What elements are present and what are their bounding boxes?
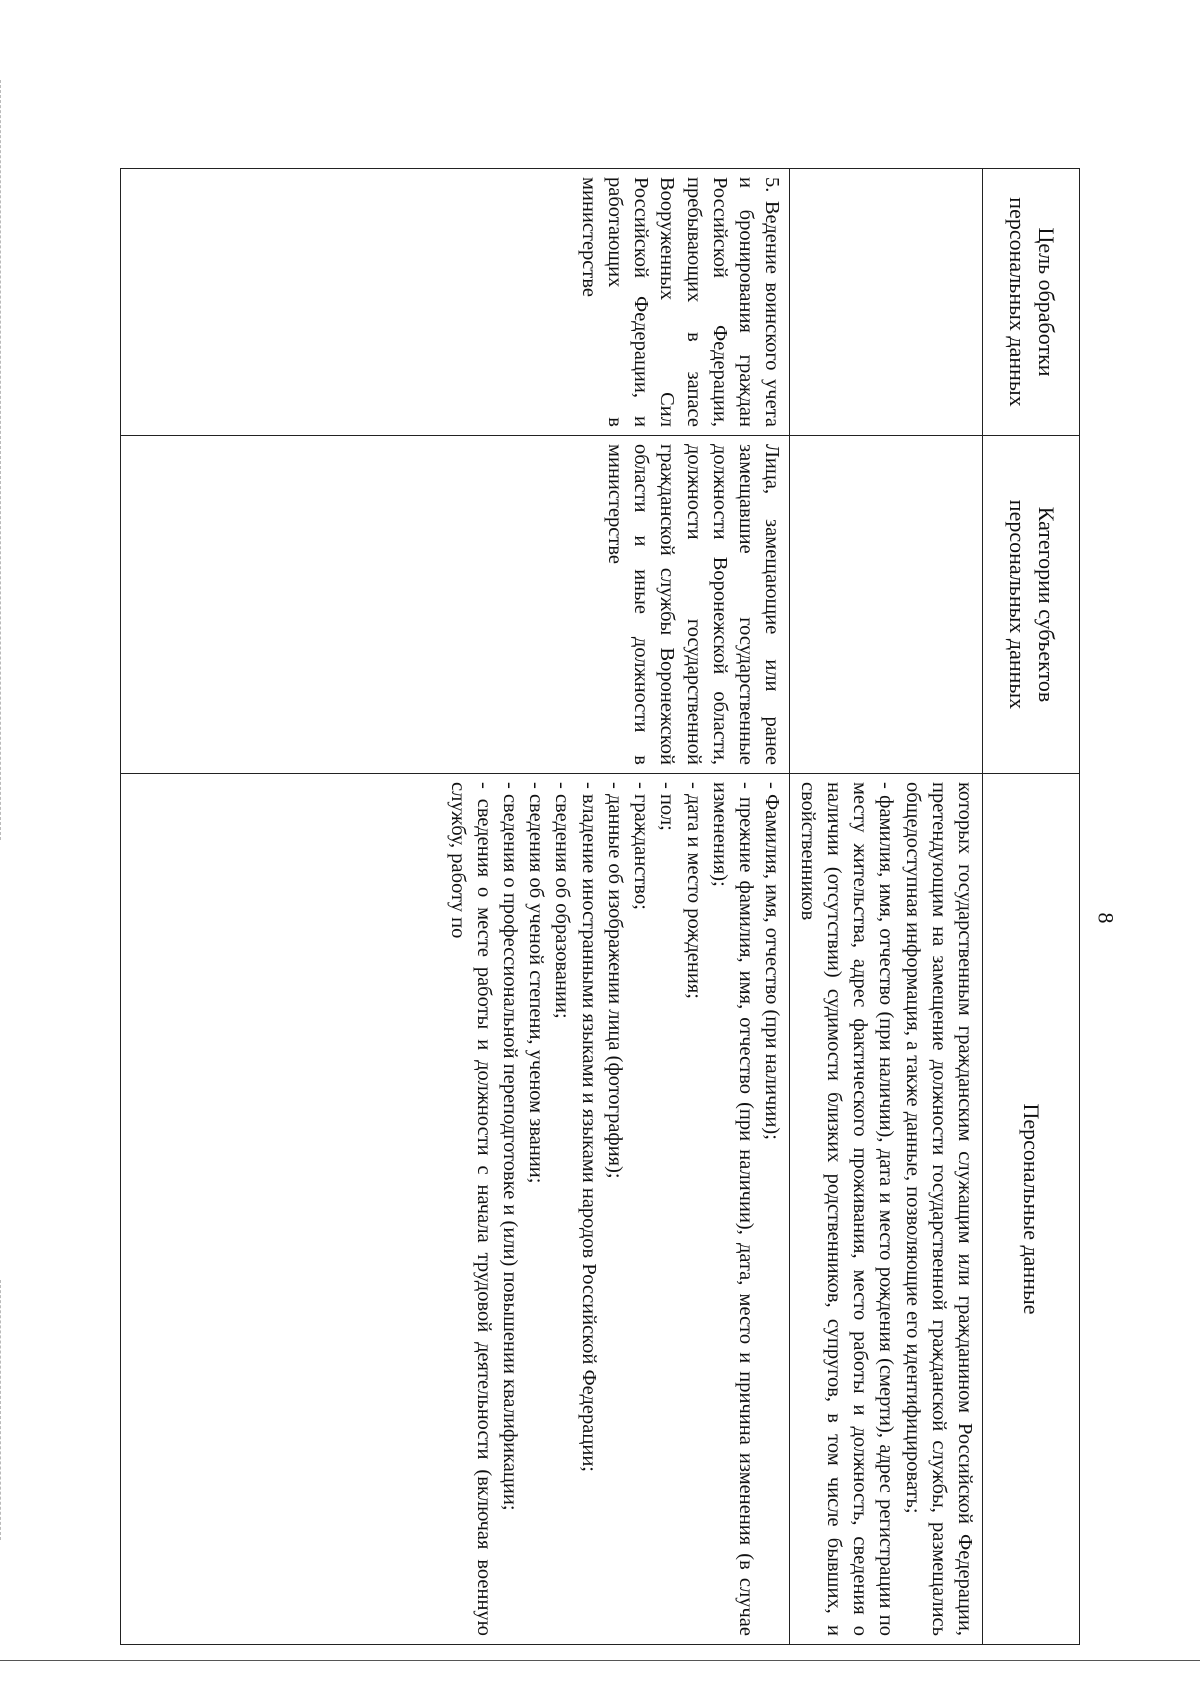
header-purpose: Цель обработки персональных данных — [983, 169, 1080, 436]
data-line: - сведения о профессиональной переподготовке и (или) повышении квалификации; — [499, 782, 522, 1511]
table-header-row — [983, 169, 1080, 1645]
data-line: - данные об изображении лица (фотография); — [603, 782, 626, 1179]
data-line: - дата и место рождения; — [682, 782, 705, 999]
data-line: - сведения об ученой степени, ученом звании; — [525, 782, 548, 1184]
rotated-page-content — [120, 168, 1080, 1644]
cell-subjects — [790, 436, 983, 774]
data-line: - сведения о месте работы и должности с начала трудовой деятельности (включая военную службу, работу по — [446, 782, 495, 1636]
table-row — [121, 169, 790, 1645]
cell-personal-data — [790, 774, 983, 1645]
scan-edge-mark — [0, 1280, 2, 1540]
cell-purpose — [790, 169, 983, 436]
personal-data-table — [120, 168, 1080, 1645]
header-subject-categories: Категории субъектов персональных данных — [983, 436, 1080, 774]
header-personal-data: Персональные данные — [983, 774, 1080, 1645]
data-line: которых государственным гражданским служащим или гражданином Российской Федерации, претендующим на замещение должности государственной гражданской службы, размещались общедоступная информация, а также данные, позволяющие его идентифицировать; — [901, 782, 976, 1636]
cell-personal-data — [121, 774, 790, 1645]
data-line: - Фамилия, имя, отчество (при наличии); — [761, 782, 784, 1140]
data-line: - прежние фамилия, имя, отчество (при наличии), дата, место и причина изменения (в случае изменения); — [708, 782, 758, 1636]
table-row — [790, 169, 983, 1645]
cell-subjects: Лица, замещающие или ранее замещавшие государственные должности Воронежской области, должности государственной гражданской службы Воронежской области и иные должности в министерстве — [121, 436, 790, 774]
data-line: - пол; — [656, 782, 679, 831]
page-number: 8 — [1093, 912, 1119, 924]
data-line: - сведения об образовании; — [551, 782, 574, 1019]
scan-edge-mark — [0, 80, 2, 840]
cell-purpose: 5. Ведение воинского учета и бронирования граждан Российской Федерации, пребывающих в запасе Вооруженных Сил Российской Федерации, и работающих в министерстве — [121, 169, 790, 436]
data-line: - гражданство; — [630, 782, 653, 910]
scan-bottom-edge — [0, 1660, 1200, 1661]
data-line: - фамилия, имя, отчество (при наличии), дата и место рождения (смерти), адрес регистрации по месту жительства, адрес фактического проживания, место работы и должность, сведения о наличии (отсутствии) судимости близких родственников, супругов, в том числе бывших, и свойственников — [796, 782, 898, 1636]
data-line: - владение иностранными языками и языками народов Российской Федерации; — [577, 782, 600, 1472]
